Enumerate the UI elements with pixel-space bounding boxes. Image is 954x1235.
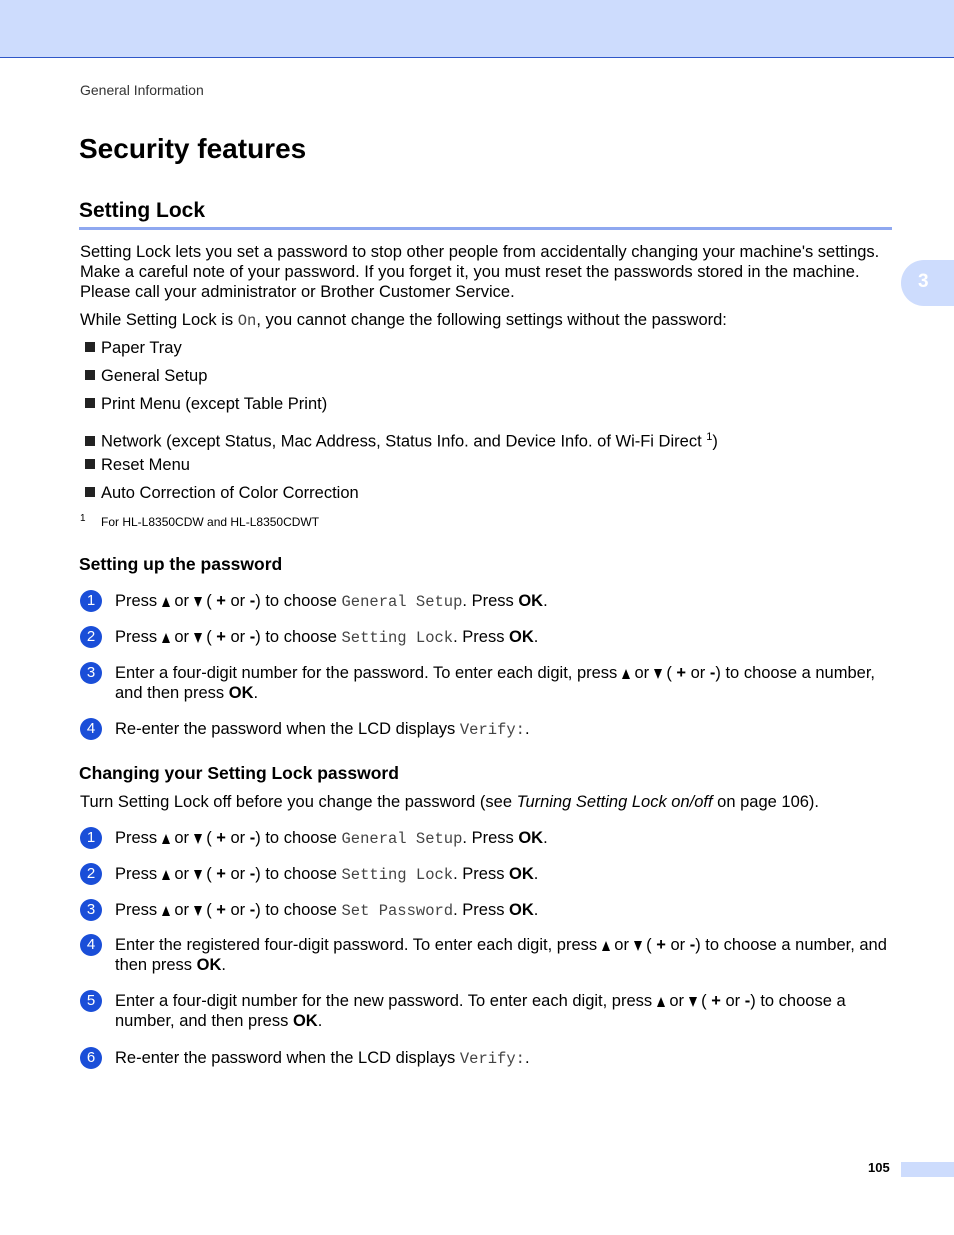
down-arrow-icon xyxy=(634,941,642,951)
up-arrow-icon xyxy=(657,997,665,1007)
up-arrow-icon xyxy=(602,941,610,951)
down-arrow-icon xyxy=(194,834,202,844)
chapter-tab[interactable] xyxy=(901,260,954,306)
step-number-icon: 1 xyxy=(80,590,102,612)
up-arrow-icon xyxy=(162,906,170,916)
step-text: Press or ( + or -) to choose Setting Lock. Press OK. xyxy=(115,865,539,884)
bullet-item: General Setup xyxy=(85,366,207,386)
square-bullet-icon xyxy=(85,459,95,469)
page-title: Security features xyxy=(79,133,307,164)
down-arrow-icon xyxy=(689,997,697,1007)
square-bullet-icon xyxy=(85,370,95,380)
down-arrow-icon xyxy=(654,669,662,679)
menu-value: General Setup xyxy=(341,593,463,611)
step-number-icon: 5 xyxy=(80,990,102,1012)
running-head: General Information xyxy=(80,82,204,98)
subsection-title: Changing your Setting Lock password xyxy=(79,763,399,783)
lcd-value: Verify: xyxy=(459,721,525,739)
menu-value: Setting Lock xyxy=(341,629,454,647)
section-rule xyxy=(79,227,892,230)
square-bullet-icon xyxy=(85,342,95,352)
step-text: Re-enter the password when the LCD displays Verify:. xyxy=(115,1049,530,1068)
down-arrow-icon xyxy=(194,633,202,643)
step-number-icon: 2 xyxy=(80,863,102,885)
down-arrow-icon xyxy=(194,597,202,607)
up-arrow-icon xyxy=(162,633,170,643)
menu-value: General Setup xyxy=(341,830,463,848)
on-value: On xyxy=(237,312,257,330)
down-arrow-icon xyxy=(194,870,202,880)
up-arrow-icon xyxy=(162,870,170,880)
bullet-item: Network (except Status, Mac Address, Status Info. and Device Info. of Wi-Fi Direct $^1$) xyxy=(85,427,718,452)
bullet-item: Auto Correction of Color Correction xyxy=(85,483,359,503)
step-number-icon: 2 xyxy=(80,626,102,648)
while-paragraph: While Setting Lock is On, you cannot change the following settings without the password: xyxy=(80,311,727,330)
step-text: Enter a four-digit number for the new password. To enter each digit, press or ( + or -) to choose a number, and then press OK. xyxy=(115,992,846,1030)
intro-paragraph: Setting Lock lets you set a password to stop other people from accidentally changing your machine's settings. Make a careful note of your password. If you forget it, you must reset the passwords stored in the machine. Please call your administrator or Brother Customer Service. xyxy=(80,243,880,301)
up-arrow-icon xyxy=(622,669,630,679)
step-text: Press or ( + or -) to choose General Setup. Press OK. xyxy=(115,592,548,611)
menu-value: Set Password xyxy=(341,902,454,920)
step-number-icon: 1 xyxy=(80,827,102,849)
chapter-tab-number: 3 xyxy=(918,271,929,292)
bullet-item: Print Menu (except Table Print) xyxy=(85,394,327,414)
step-number-icon: 6 xyxy=(80,1047,102,1069)
square-bullet-icon xyxy=(85,398,95,408)
down-arrow-icon xyxy=(194,906,202,916)
step-number-icon: 3 xyxy=(80,899,102,921)
page-number: 105 xyxy=(868,1160,890,1175)
bullet-item: Paper Tray xyxy=(85,338,182,358)
menu-value: Setting Lock xyxy=(341,866,454,884)
lcd-value: Verify: xyxy=(459,1050,525,1068)
step-number-icon: 3 xyxy=(80,662,102,684)
cross-reference-link[interactable]: Turning Setting Lock on/off xyxy=(516,793,713,811)
bullet-item: Reset Menu xyxy=(85,455,190,475)
up-arrow-icon xyxy=(162,834,170,844)
subsection-title: Setting up the password xyxy=(79,554,283,574)
step-text: Enter the registered four-digit password. To enter each digit, press or ( + or -) to choose a number, and then press OK. xyxy=(115,936,887,974)
step-text: Press or ( + or -) to choose Set Password. Press OK. xyxy=(115,901,539,920)
up-arrow-icon xyxy=(162,597,170,607)
footnote-ref[interactable]: 1 xyxy=(706,431,713,443)
step-number-icon: 4 xyxy=(80,718,102,740)
step-number-icon: 4 xyxy=(80,934,102,956)
square-bullet-icon xyxy=(85,487,95,497)
page-number-bar xyxy=(901,1162,954,1177)
header-band xyxy=(0,0,954,58)
square-bullet-icon xyxy=(85,436,95,446)
sub2-intro: Turn Setting Lock off before you change the password (see Turning Setting Lock on/off on page 106). xyxy=(80,793,820,811)
step-text: Press or ( + or -) to choose General Setup. Press OK. xyxy=(115,829,548,848)
section-title: Setting Lock xyxy=(79,199,206,222)
step-text: Press or ( + or -) to choose Setting Lock. Press OK. xyxy=(115,628,539,647)
step-text: Re-enter the password when the LCD displays Verify:. xyxy=(115,720,530,739)
step-text: Enter a four-digit number for the password. To enter each digit, press or ( + or -) to choose a number, and then press OK. xyxy=(115,664,875,702)
